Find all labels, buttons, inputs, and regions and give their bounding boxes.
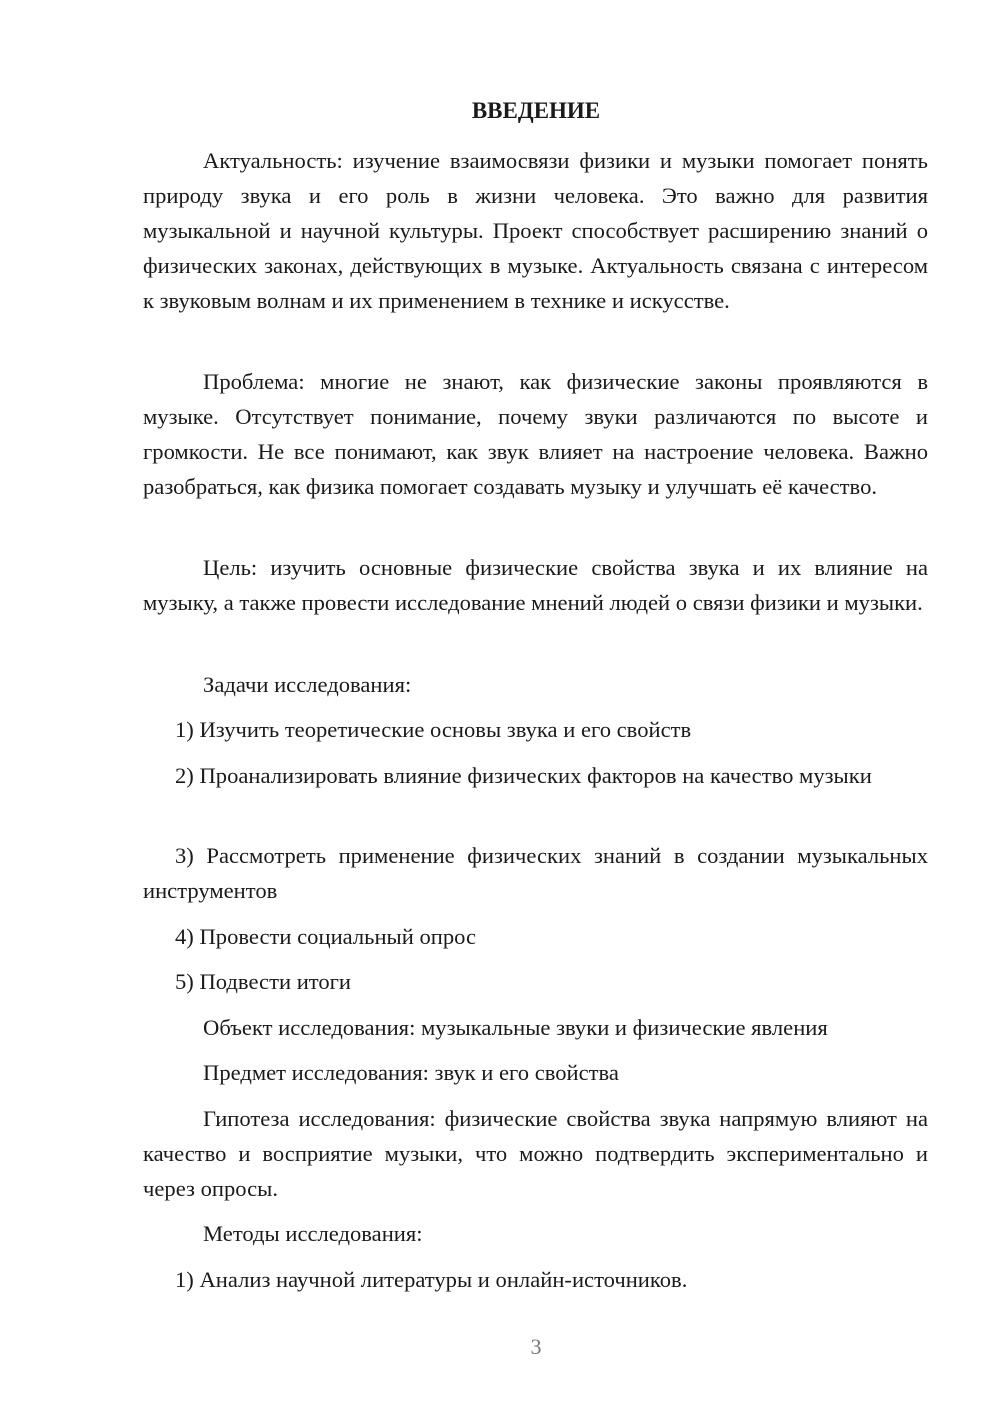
paragraph-relevance: Актуальность: изучение взаимосвязи физики и музыки помогает понять природу звука и его роль в жизни человека. Это важно для развития музыкальной и научной культуры. Проект способствует расширению знаний о физических законах, действующих в музыке. Актуальность связана с интересом к звуковым волнам и их применением в технике и искусстве.	[143, 148, 928, 313]
list-item-task-4: 4) Провести социальный опрос	[175, 924, 477, 949]
list-item-task-2: 2) Проанализировать влияние физических факторов на качество музыки	[175, 763, 872, 788]
page-number: 3	[530, 1334, 542, 1359]
paragraph-subject: Предмет исследования: звук и его свойства	[203, 1060, 619, 1085]
list-item-task-5: 5) Подвести итоги	[175, 969, 352, 994]
tasks-heading: Задачи исследования:	[203, 672, 412, 697]
paragraph-hypothesis: Гипотеза исследования: физические свойства звука напрямую влияют на качество и восприятие музыки, что можно подтвердить экспериментально и через опросы.	[143, 1106, 928, 1201]
list-item-task-1: 1) Изучить теоретические основы звука и его свойств	[175, 717, 692, 742]
page-title: ВВЕДЕНИЕ	[471, 98, 601, 123]
paragraph-problem: Проблема: многие не знают, как физические законы проявляются в музыке. Отсутствует понимание, почему звуки различаются по высоте и громкости. Не все понимают, как звук влияет на настроение человека. Важно разобраться, как физика помогает создавать музыку и улучшать её качество.	[143, 369, 928, 499]
paragraph-object: Объект исследования: музыкальные звуки и физические явления	[203, 1015, 828, 1040]
list-item-task-3: 3) Рассмотреть применение физических знаний в создании музыкальных инструментов	[143, 843, 928, 903]
paragraph-goal: Цель: изучить основные физические свойства звука и их влияние на музыку, а также провести исследование мнений людей о связи физики и музыки.	[143, 555, 928, 615]
list-item-method-1: 1) Анализ научной литературы и онлайн-источников.	[175, 1267, 688, 1292]
methods-heading: Методы исследования:	[203, 1221, 423, 1246]
